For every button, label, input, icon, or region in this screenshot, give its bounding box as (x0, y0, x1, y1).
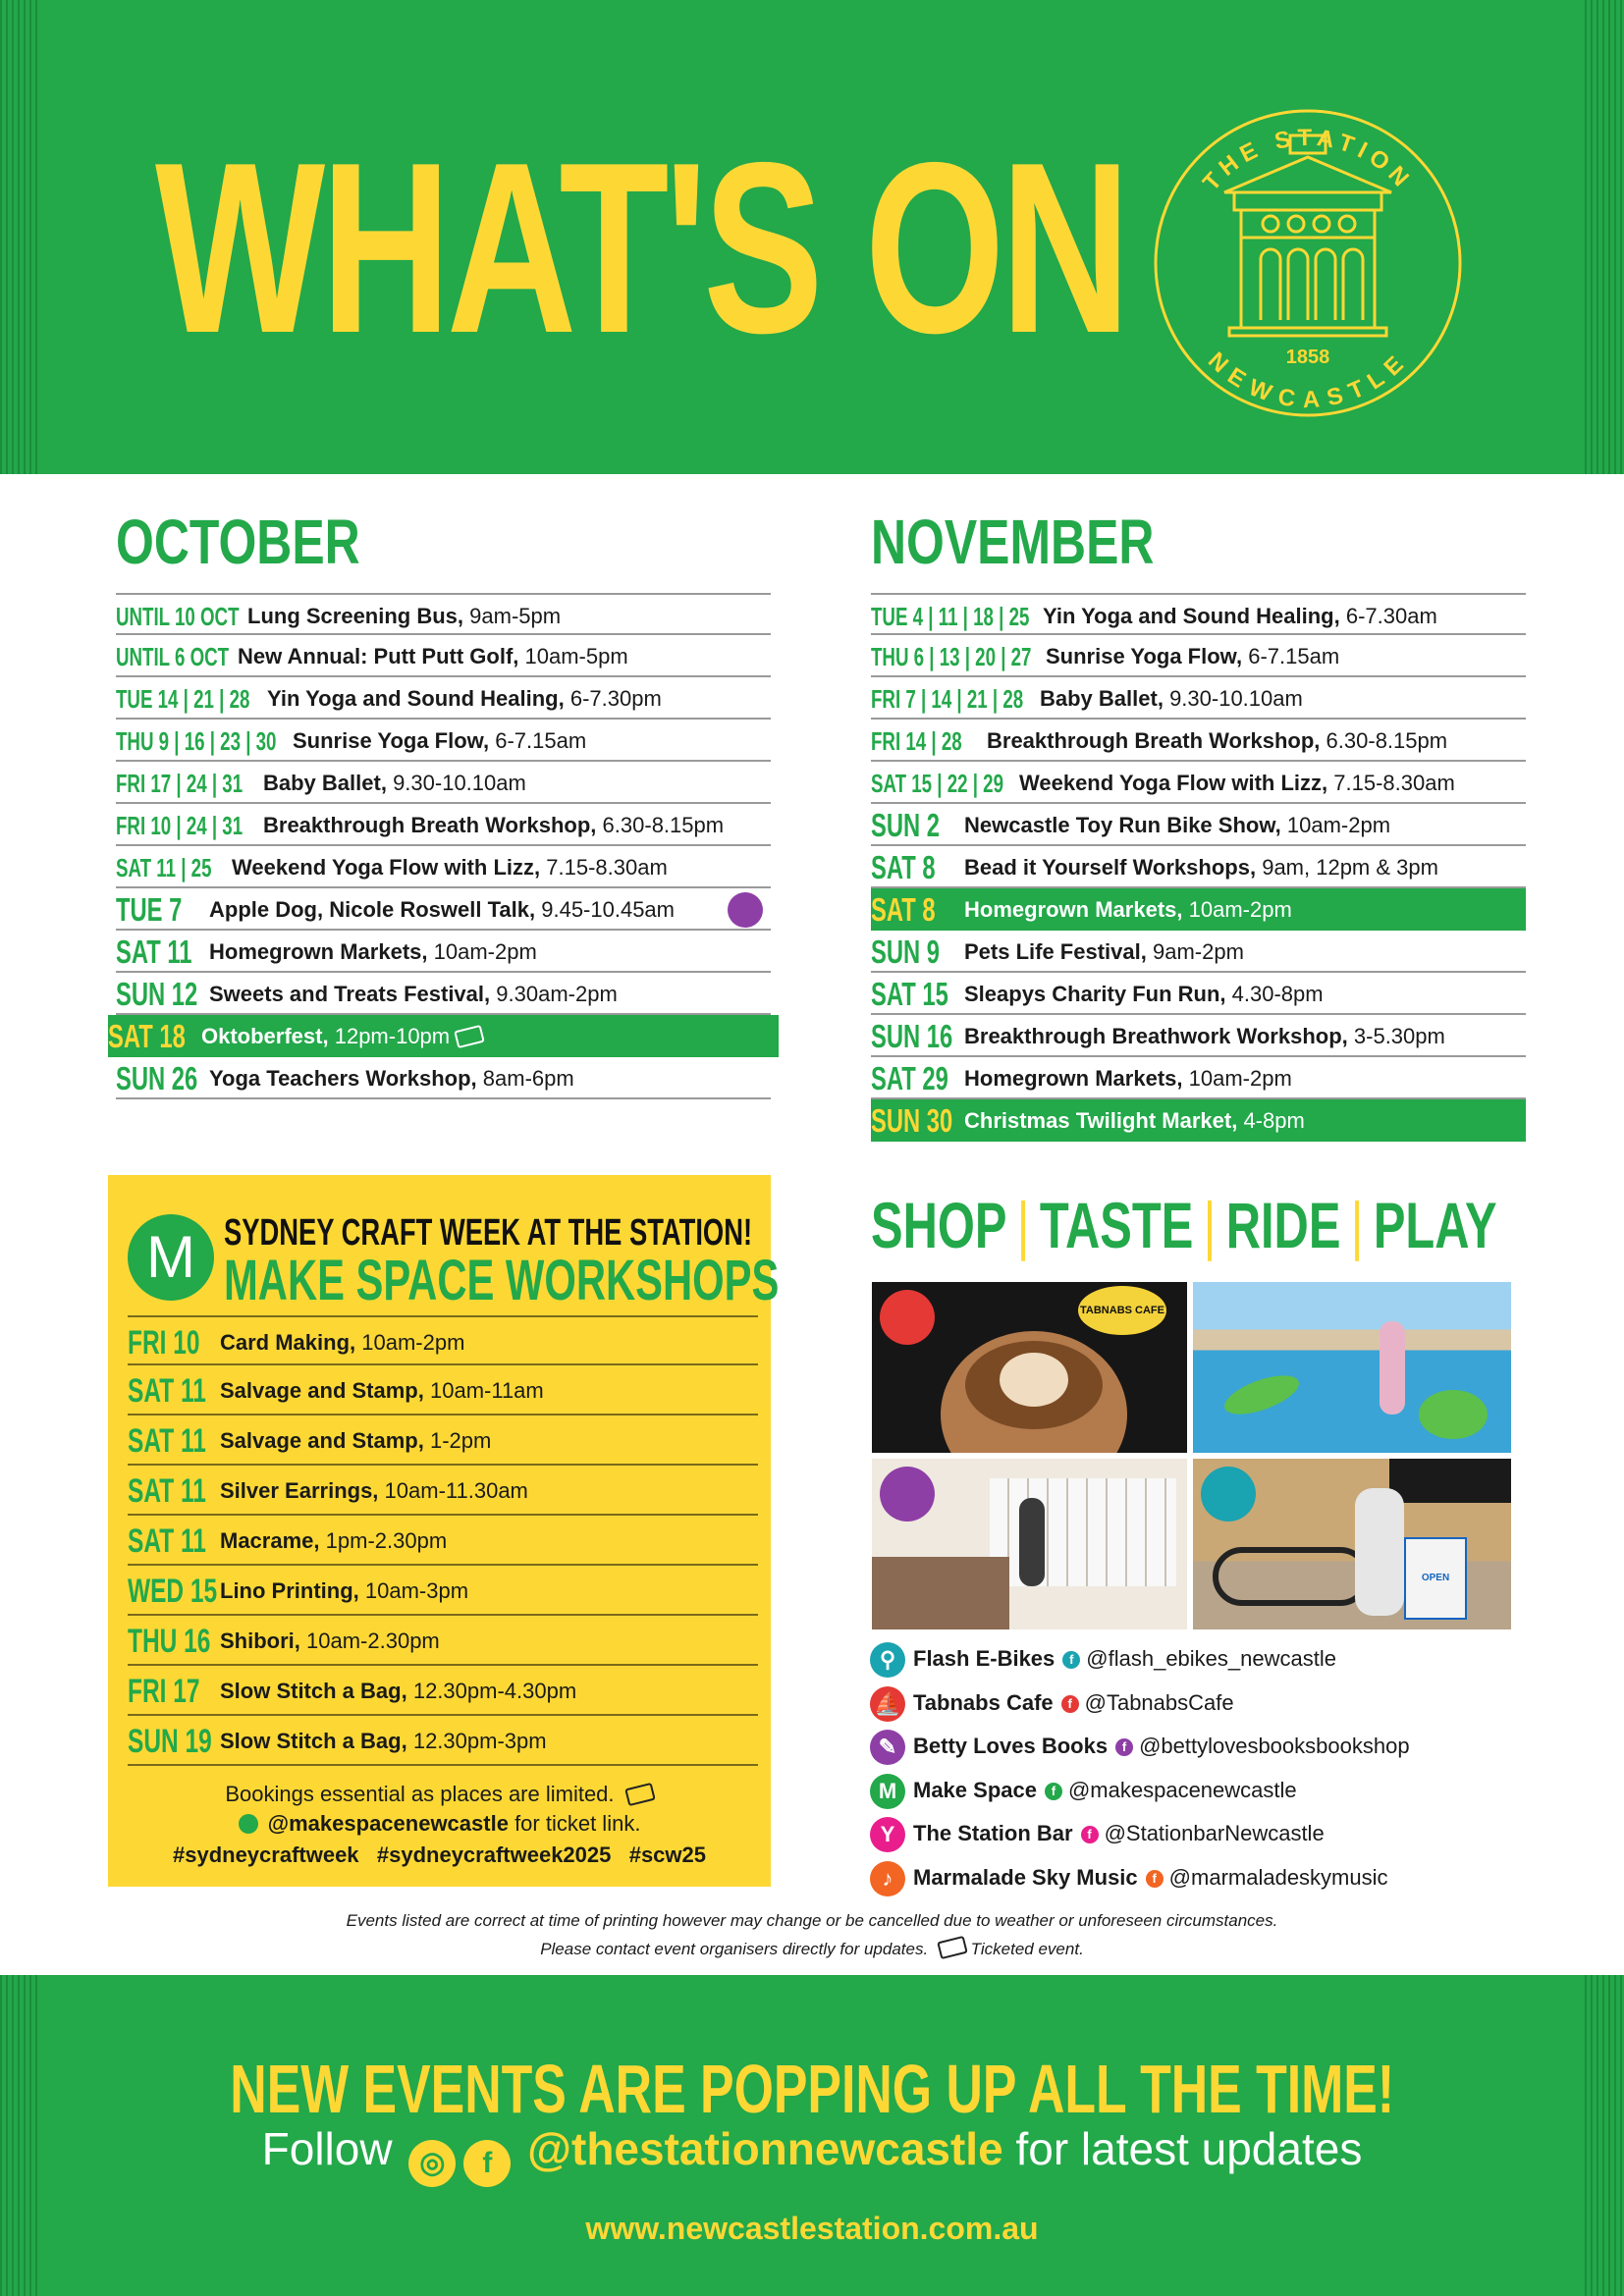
business-handle[interactable]: @marmaladeskymusic (1168, 1864, 1388, 1890)
event-description (220, 1616, 440, 1667)
event-description (220, 1317, 464, 1368)
event-date: SUN 2 (871, 807, 940, 843)
svg-text:1858: 1858 (1285, 347, 1330, 368)
event-row (871, 1015, 1526, 1057)
disclaimer (0, 1906, 1624, 1963)
event-description (201, 1015, 483, 1058)
event-time: 1-2pm (429, 1428, 492, 1453)
header-banner (0, 0, 1624, 474)
month-title: NOVEMBER (871, 507, 1155, 577)
ship-icon (880, 1290, 935, 1345)
event-description (964, 1099, 1305, 1143)
craft-subheading: MAKE SPACE WORKSHOPS (224, 1249, 780, 1312)
event-time: 10am-2pm (1286, 813, 1391, 837)
event-date: FRI 17 (128, 1673, 200, 1710)
event-row (871, 635, 1526, 677)
event-description (964, 1015, 1445, 1058)
footer-banner (0, 1975, 1624, 2296)
event-name: Silver Earrings, (220, 1478, 379, 1503)
event-name: Homegrown Markets, (209, 939, 428, 964)
event-row (116, 1057, 771, 1099)
event-row (116, 677, 771, 720)
event-description (220, 1716, 547, 1767)
event-date: FRI 14 | 28 (871, 726, 962, 756)
event-name: Homegrown Markets, (964, 1066, 1183, 1091)
event-row (871, 1099, 1526, 1142)
business-handle[interactable]: @makespacenewcastle (1067, 1777, 1297, 1802)
event-time: 9.45-10.45am (541, 897, 675, 922)
bike-icon (1201, 1467, 1256, 1522)
facebook-icon: f (1045, 1783, 1062, 1800)
event-row (871, 846, 1526, 888)
event-time: 7.15-8.30am (1333, 771, 1455, 795)
event-description (964, 973, 1324, 1016)
bookshop-photo (872, 1459, 1187, 1629)
event-description (209, 931, 537, 974)
event-row (871, 973, 1526, 1015)
event-time: 8am-6pm (482, 1066, 574, 1091)
event-time: 12pm-10pm (334, 1024, 451, 1048)
event-row (128, 1666, 758, 1716)
ticketed-event-text: Ticketed event. (970, 1940, 1084, 1958)
event-row (871, 888, 1526, 931)
cafe-sign: TABNABS CAFE (1078, 1286, 1166, 1335)
shop-taste-ride-play-heading (871, 1189, 1497, 1261)
brush-texture-left (0, 0, 39, 474)
disclaimer-line-2 (0, 1935, 1624, 1963)
event-description (220, 1516, 447, 1567)
business-handle[interactable]: @flash_ebikes_newcastle (1086, 1646, 1336, 1671)
event-date: FRI 10 | 24 | 31 (116, 811, 244, 840)
month-title: OCTOBER (116, 507, 360, 577)
event-date: SAT 29 (871, 1060, 948, 1096)
station-handle[interactable]: @thestationnewcastle (527, 2123, 1003, 2174)
craft-workshop-list (128, 1315, 758, 1766)
event-name: Yin Yoga and Sound Healing, (267, 686, 565, 711)
event-name: Breakthrough Breathwork Workshop, (964, 1024, 1348, 1048)
taste-word: TASTE (1039, 1189, 1194, 1261)
event-date: UNTIL 6 OCT (116, 642, 230, 671)
event-time: 7.15-8.30am (546, 855, 668, 880)
event-time: 6.30-8.15pm (602, 813, 725, 837)
event-date: WED 15 (128, 1573, 218, 1610)
event-time: 6.30-8.15pm (1326, 728, 1448, 753)
event-name: Homegrown Markets, (964, 897, 1183, 922)
october-section (108, 507, 771, 1096)
event-name: Baby Ballet, (1040, 686, 1164, 711)
event-description (220, 1365, 544, 1416)
event-row (128, 1315, 758, 1365)
event-time: 4.30-8pm (1231, 982, 1324, 1006)
shop-word: SHOP (871, 1189, 1007, 1261)
scooter-photo (1193, 1282, 1511, 1453)
event-row (871, 804, 1526, 846)
event-row (116, 846, 771, 888)
facebook-icon: f (1115, 1738, 1133, 1756)
ticket-link-note (108, 1811, 771, 1837)
event-time: 10am-2pm (433, 939, 537, 964)
open-sign: OPEN (1404, 1537, 1467, 1620)
event-date: SAT 15 (871, 976, 948, 1012)
event-name: Slow Stitch a Bag, (220, 1679, 407, 1703)
craft-week-box (108, 1175, 780, 1887)
business-item (870, 1727, 1410, 1766)
event-name: Sunrise Yoga Flow, (1046, 644, 1243, 668)
instagram-icon[interactable]: ◎ (408, 2140, 456, 2187)
event-description (220, 1415, 491, 1467)
event-description (247, 595, 561, 638)
event-name: Yin Yoga and Sound Healing, (1043, 604, 1340, 628)
event-row (116, 973, 771, 1015)
event-description (964, 804, 1390, 847)
event-time: 6-7.30pm (569, 686, 662, 711)
business-name: Flash E-Bikes (913, 1646, 1056, 1671)
event-date: SUN 12 (116, 976, 198, 1012)
event-name: Breakthrough Breath Workshop, (987, 728, 1321, 753)
event-date: SAT 15 | 22 | 29 (871, 769, 1003, 798)
ticket-link-text: for ticket link. (514, 1811, 641, 1836)
event-name: Lung Screening Bus, (247, 604, 464, 628)
event-time: 9.30am-2pm (496, 982, 618, 1006)
event-row (871, 931, 1526, 973)
svg-text:NEWCASTLE: NEWCASTLE (1203, 347, 1414, 414)
business-handle[interactable]: @bettylovesbooksbookshop (1139, 1734, 1410, 1758)
slogan (0, 2050, 1624, 2128)
website-link[interactable]: www.newcastlestation.com.au (585, 2211, 1039, 2246)
event-name: Lino Printing, (220, 1578, 359, 1603)
event-description (220, 1566, 468, 1617)
event-name: Salvage and Stamp, (220, 1378, 424, 1403)
event-row (116, 931, 771, 973)
event-date: THU 16 (128, 1623, 211, 1660)
event-description (238, 635, 628, 678)
event-name: Baby Ballet, (263, 771, 387, 795)
november-event-list (871, 593, 1526, 1142)
book-icon (728, 892, 763, 928)
divider: | (1350, 1189, 1364, 1261)
event-row (116, 720, 771, 762)
craft-heading: SYDNEY CRAFT WEEK AT THE STATION! (224, 1212, 753, 1254)
event-name: Oktoberfest, (201, 1024, 329, 1048)
event-description (232, 846, 668, 889)
latest-updates-text: for latest updates (1015, 2123, 1363, 2174)
event-name: Card Making, (220, 1330, 356, 1355)
event-name: Sweets and Treats Festival, (209, 982, 491, 1006)
event-description (267, 677, 662, 721)
event-time: 12.30pm-4.30pm (412, 1679, 577, 1703)
event-description (964, 846, 1438, 889)
event-date: SAT 11 (116, 934, 192, 970)
business-item (870, 1858, 1388, 1897)
event-name: Macrame, (220, 1528, 320, 1553)
event-description (987, 720, 1447, 763)
event-date: THU 6 | 13 | 20 | 27 (871, 642, 1032, 671)
event-time: 10am-2pm (1188, 1066, 1292, 1091)
event-date: SUN 26 (116, 1060, 198, 1096)
ride-word: RIDE (1225, 1189, 1341, 1261)
event-row (128, 1716, 758, 1766)
event-row (108, 1015, 779, 1057)
facebook-icon: f (1081, 1826, 1099, 1843)
page-title: WHAT'S ON (155, 111, 1127, 384)
business-item (870, 1639, 1336, 1679)
book-icon (880, 1467, 935, 1522)
ship-icon: ⛵ (870, 1686, 905, 1722)
event-row (116, 762, 771, 804)
event-row (128, 1516, 758, 1566)
event-description (263, 804, 724, 847)
event-date: FRI 10 (128, 1324, 200, 1362)
event-time: 10am-2.30pm (306, 1629, 440, 1653)
event-name: Breakthrough Breath Workshop, (263, 813, 597, 837)
facebook-icon: f (1146, 1870, 1164, 1888)
event-name: Pets Life Festival, (964, 939, 1147, 964)
event-time: 10am-11am (429, 1378, 544, 1403)
brush-texture-right (1585, 0, 1624, 474)
event-description (1040, 677, 1303, 721)
event-description (1019, 762, 1455, 805)
event-name: Sunrise Yoga Flow, (293, 728, 490, 753)
event-time: 1pm-2.30pm (325, 1528, 448, 1553)
november-section (871, 507, 1526, 1139)
slogan-text: NEW EVENTS ARE POPPING UP ALL THE TIME! (230, 2051, 1394, 2127)
event-date: SAT 11 (128, 1472, 206, 1510)
event-description (220, 1466, 528, 1517)
business-name: The Station Bar (913, 1821, 1073, 1845)
svg-text:THE STATION: THE STATION (1197, 124, 1418, 196)
book-icon: ✎ (870, 1730, 905, 1765)
event-date: TUE 14 | 21 | 28 (116, 684, 250, 714)
event-date: FRI 17 | 24 | 31 (116, 769, 244, 798)
facebook-icon: f (1061, 1695, 1079, 1713)
event-name: Slow Stitch a Bag, (220, 1729, 407, 1753)
event-row (871, 1057, 1526, 1099)
event-date: SAT 11 (128, 1522, 206, 1560)
event-name: Salvage and Stamp, (220, 1428, 424, 1453)
business-item (870, 1814, 1325, 1853)
m-icon: M (870, 1774, 905, 1809)
event-description (209, 973, 618, 1016)
event-description (964, 1057, 1292, 1100)
event-name: Apple Dog, Nicole Roswell Talk, (209, 897, 536, 922)
event-name: Bead it Yourself Workshops, (964, 855, 1257, 880)
event-date: UNTIL 10 OCT (116, 602, 240, 631)
event-time: 3-5.30pm (1353, 1024, 1445, 1048)
event-time: 6-7.15am (1248, 644, 1340, 668)
event-description (293, 720, 586, 763)
event-name: Christmas Twilight Market, (964, 1108, 1238, 1133)
bookings-note (108, 1782, 771, 1807)
event-name: New Annual: Putt Putt Golf, (238, 644, 519, 668)
event-time: 9am-2pm (1152, 939, 1244, 964)
event-date: SAT 11 (128, 1372, 206, 1410)
event-time: 9.30-10.10am (1169, 686, 1303, 711)
business-name: Tabnabs Cafe (913, 1689, 1054, 1715)
event-time: 10am-2pm (1188, 897, 1292, 922)
event-time: 6-7.30am (1345, 604, 1437, 628)
station-logo (1151, 106, 1465, 420)
business-handle[interactable]: @StationbarNewcastle (1104, 1821, 1325, 1845)
event-date: THU 9 | 16 | 23 | 30 (116, 726, 277, 756)
business-name: Make Space (913, 1777, 1037, 1802)
event-row (128, 1566, 758, 1616)
event-date: TUE 7 (116, 891, 183, 928)
facebook-icon: f (1062, 1651, 1080, 1669)
event-row (871, 762, 1526, 804)
event-time: 4-8pm (1243, 1108, 1305, 1133)
cafe-photo (872, 1282, 1187, 1453)
event-date: TUE 4 | 11 | 18 | 25 (871, 602, 1030, 631)
business-item (870, 1683, 1234, 1723)
event-name: Weekend Yoga Flow with Lizz, (232, 855, 541, 880)
event-row (116, 888, 771, 931)
divider: | (1203, 1189, 1217, 1261)
facebook-icon (239, 1814, 258, 1834)
event-date: SAT 18 (108, 1018, 186, 1054)
cocktail-icon: Y (870, 1817, 905, 1852)
makespace-handle[interactable]: @makespacenewcastle (267, 1811, 509, 1836)
event-name: Sleapys Charity Fun Run, (964, 982, 1226, 1006)
event-time: 10am-2pm (361, 1330, 465, 1355)
event-description (209, 888, 675, 932)
event-time: 10am-5pm (524, 644, 628, 668)
facebook-icon[interactable]: f (463, 2140, 511, 2187)
event-date: SUN 19 (128, 1723, 212, 1760)
event-name: Shibori, (220, 1629, 300, 1653)
event-description (964, 888, 1292, 932)
event-row (871, 720, 1526, 762)
music-icon: ♪ (870, 1861, 905, 1896)
event-name: Newcastle Toy Run Bike Show, (964, 813, 1281, 837)
event-row (116, 593, 771, 635)
bookings-text: Bookings essential as places are limited. (225, 1782, 615, 1806)
business-item (870, 1771, 1297, 1810)
october-event-list (108, 593, 771, 1099)
event-description (1046, 635, 1339, 678)
event-time: 12.30pm-3pm (412, 1729, 547, 1753)
play-word: PLAY (1373, 1189, 1497, 1261)
event-date: SAT 8 (871, 891, 936, 928)
event-date: FRI 7 | 14 | 21 | 28 (871, 684, 1024, 714)
event-date: SUN 30 (871, 1102, 953, 1139)
follow-text: Follow (261, 2123, 393, 2174)
event-time: 10am-11.30am (384, 1478, 528, 1503)
event-time: 9.30-10.10am (393, 771, 526, 795)
event-time: 6-7.15am (495, 728, 587, 753)
event-row (128, 1365, 758, 1415)
event-row (871, 677, 1526, 720)
event-date: SUN 16 (871, 1018, 953, 1054)
event-row (116, 635, 771, 677)
event-date: SUN 9 (871, 934, 940, 970)
ticket-icon (937, 1936, 968, 1959)
event-date: SAT 8 (871, 849, 936, 885)
event-row (871, 593, 1526, 635)
event-description (209, 1057, 574, 1100)
follow-line (0, 2122, 1624, 2187)
event-row (128, 1415, 758, 1466)
bike-icon: ⚲ (870, 1642, 905, 1678)
business-name: Betty Loves Books (913, 1734, 1109, 1758)
disclaimer-line-1: Events listed are correct at time of printing however may change or be cancelled due to weather or unforeseen circumstances. (346, 1911, 1278, 1930)
event-name: Weekend Yoga Flow with Lizz, (1019, 771, 1328, 795)
event-date: SAT 11 | 25 (116, 853, 212, 882)
business-handle[interactable]: @TabnabsCafe (1084, 1689, 1234, 1715)
event-date: SAT 11 (128, 1422, 206, 1460)
event-row (128, 1466, 758, 1516)
event-time: 10am-3pm (364, 1578, 469, 1603)
ticket-icon (624, 1783, 656, 1806)
contact-organisers-text: Please contact event organisers directly for updates. (540, 1940, 929, 1958)
event-row (128, 1616, 758, 1666)
event-description (220, 1666, 576, 1717)
event-time: 9am-5pm (469, 604, 562, 628)
hashtags: #sydneycraftweek #sydneycraftweek2025 #scw25 (172, 1842, 707, 1867)
event-name: Yoga Teachers Workshop, (209, 1066, 477, 1091)
divider: | (1016, 1189, 1030, 1261)
business-name: Marmalade Sky Music (913, 1864, 1138, 1890)
event-row (116, 804, 771, 846)
event-description (263, 762, 526, 805)
event-description (1043, 595, 1437, 638)
event-time: 9am, 12pm & 3pm (1262, 855, 1438, 880)
make-space-logo: M (128, 1214, 214, 1301)
event-description (964, 931, 1244, 974)
ticket-icon (454, 1025, 485, 1048)
ebike-photo (1193, 1459, 1511, 1629)
